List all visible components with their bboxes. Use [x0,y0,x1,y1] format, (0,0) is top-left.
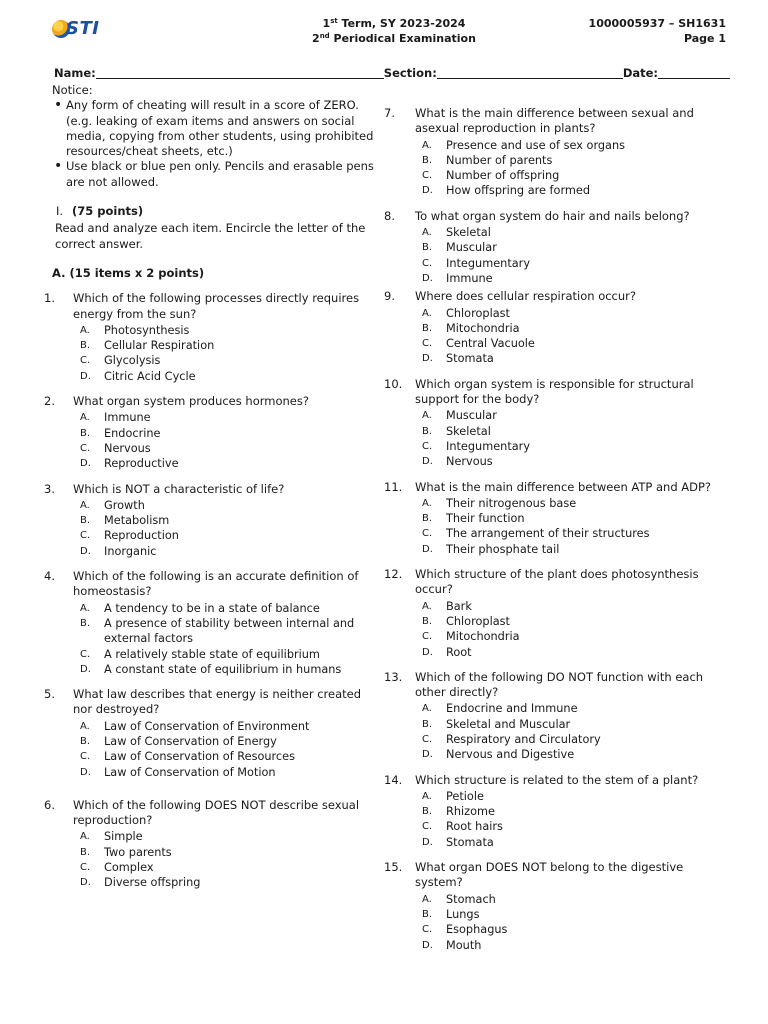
question-text: Which organ system is responsible for structural support for the body? [415,376,694,407]
option-letter: C. [422,631,433,643]
answer-option[interactable] [80,323,378,338]
option-text: Law of Conservation of Resources [104,750,295,764]
answer-option[interactable] [80,647,378,662]
option-text: Root hairs [446,820,503,834]
name-blank[interactable] [96,66,384,79]
option-text: Immune [446,271,493,285]
option-text: Nervous [446,455,493,469]
option-text: Esophagus [446,923,508,937]
option-text: Reproductive [104,457,179,471]
option-text: Chloroplast [446,614,510,628]
question-number: 1. [44,291,55,306]
option-text: Mouth [446,938,482,952]
answer-option[interactable] [422,804,729,819]
option-letter: C. [422,733,433,745]
answer-option[interactable] [422,629,729,644]
option-text: Their nitrogenous base [446,496,577,510]
option-text: Cellular Respiration [104,339,215,353]
question-item [44,687,378,780]
answer-option[interactable] [422,835,729,850]
exam-header [284,16,504,46]
answer-option[interactable] [80,860,378,875]
option-letter: A. [422,410,432,422]
option-letter: D. [422,185,433,197]
logo-text: STI [66,18,100,39]
answer-option[interactable] [80,616,378,647]
option-letter: A. [422,703,432,715]
answer-option[interactable] [422,336,729,351]
answer-option[interactable] [422,511,729,526]
option-letter: A. [422,497,432,509]
answer-option[interactable] [80,544,378,559]
answer-options [422,306,729,367]
answer-options [422,408,729,469]
question-number: 4. [44,569,55,584]
option-text: Inorganic [104,544,157,558]
question-text: What organ system produces hormones? [73,394,309,409]
answer-option[interactable] [80,749,378,764]
option-text: Skeletal and Muscular [446,717,571,731]
option-letter: B. [422,908,433,920]
question-item [44,482,378,559]
section-blank[interactable] [437,66,623,79]
option-letter: A. [422,227,432,239]
option-letter: D. [80,877,91,889]
option-letter: C. [422,821,433,833]
question-text: Which is NOT a characteristic of life? [73,481,285,496]
term-line: 1st Term, SY 2023-2024 [322,17,466,30]
section-label: Section: [383,66,437,80]
option-text: Growth [104,498,145,512]
answer-option[interactable] [80,353,378,368]
question-list-left [44,291,378,890]
option-text: Stomata [446,835,494,849]
option-text: Stomach [446,892,496,906]
option-text: Endocrine and Immune [446,702,578,716]
option-text: Central Vacuole [446,337,535,351]
answer-option[interactable] [422,717,729,732]
part-title: A. (15 items x 2 points) [52,265,205,280]
option-letter: A. [422,139,432,151]
question-number: 3. [44,481,55,496]
notice-title: Notice: [52,83,93,97]
question-number: 9. [384,289,395,304]
option-text: Mitochondria [446,321,520,335]
answer-option[interactable] [80,765,378,780]
answer-option[interactable] [80,875,378,890]
answer-option[interactable] [80,829,378,844]
option-text: Integumentary [446,439,530,453]
exam-code: 1000005937 – SH1631 [588,17,726,30]
answer-option[interactable] [422,454,729,469]
name-label: Name: [54,66,96,80]
answer-option[interactable] [422,306,729,321]
answer-option[interactable] [80,338,378,353]
answer-option[interactable] [422,614,729,629]
option-letter: B. [80,617,91,629]
answer-option[interactable] [80,410,378,425]
option-letter: C. [80,751,91,763]
date-label: Date: [622,66,659,80]
student-info-line [54,66,744,80]
answer-option[interactable] [422,526,729,541]
option-letter: B. [422,615,433,627]
option-text: Muscular [446,241,497,255]
option-text: Integumentary [446,256,530,270]
answer-option[interactable] [422,240,729,255]
option-text: Diverse offspring [104,876,201,890]
option-text: A tendency to be in a state of balance [104,601,320,615]
option-text: Complex [104,861,154,875]
option-letter: D. [80,663,91,675]
notice-item: • Use black or blue pen only. Pencils and erasable pens are not allowed. [52,159,378,190]
option-letter: D. [80,458,91,470]
question-text: Which of the following is an accurate definition of homeostasis? [73,569,359,599]
option-letter: B. [422,513,433,525]
question-item [44,569,378,677]
option-letter: C. [422,924,433,936]
option-letter: B. [422,425,433,437]
answer-option[interactable] [422,138,729,153]
option-letter: B. [422,242,433,254]
option-letter: A. [422,600,432,612]
option-text: Mitochondria [446,630,520,644]
option-letter: C. [422,170,433,182]
instructions: Read and analyze each item. Encircle the letter of the correct answer. [55,221,366,251]
answer-option[interactable] [80,441,378,456]
option-text: Chloroplast [446,306,510,320]
answer-option[interactable] [422,168,729,183]
question-number: 15. [384,860,403,875]
question-number: 10. [384,376,403,391]
answer-option[interactable] [422,153,729,168]
question-text: Which structure of the plant does photosynthesis occur? [415,567,699,597]
option-text: Two parents [104,845,172,859]
answer-option[interactable] [422,645,729,660]
option-letter: A. [422,790,432,802]
answer-option[interactable] [422,701,729,716]
option-letter: C. [80,648,91,660]
answer-option[interactable] [422,819,729,834]
option-text: Stomata [446,352,494,366]
option-letter: C. [80,862,91,874]
answer-option[interactable] [422,599,729,614]
answer-option[interactable] [422,496,729,511]
option-text: Nervous [104,441,151,455]
option-letter: C. [422,257,433,269]
answer-option[interactable] [422,408,729,423]
answer-options [422,138,729,199]
option-letter: D. [80,766,91,778]
answer-options [422,225,729,286]
date-blank[interactable] [658,66,730,79]
answer-options [80,829,378,890]
option-text: Photosynthesis [104,323,190,337]
option-text: Metabolism [104,514,170,528]
question-number: 12. [384,567,403,582]
option-letter: A. [80,602,90,614]
option-letter: A. [80,720,90,732]
option-text: Muscular [446,409,497,423]
question-text: To what organ system do hair and nails belong? [415,208,690,223]
answer-options [80,410,378,471]
option-letter: A. [80,831,90,843]
option-text: Skeletal [446,424,491,438]
option-letter: B. [422,154,433,166]
answer-option[interactable] [422,351,729,366]
answer-option[interactable] [80,528,378,543]
answer-options [80,719,378,780]
left-column [44,83,378,891]
option-letter: D. [422,749,433,761]
question-item [384,377,729,470]
option-text: Number of offspring [446,169,560,183]
answer-option[interactable] [80,719,378,734]
option-text: Citric Acid Cycle [104,369,196,383]
option-letter: B. [80,846,91,858]
question-item [384,773,729,850]
answer-option[interactable] [422,732,729,747]
option-text: Law of Conservation of Environment [104,719,310,733]
answer-option[interactable] [422,542,729,557]
answer-options [422,701,729,762]
option-letter: B. [80,735,91,747]
option-letter: A. [422,893,432,905]
question-number: 13. [384,669,403,684]
option-text: Number of parents [446,153,553,167]
answer-options [80,601,378,677]
option-text: Simple [104,830,143,844]
question-text: What is the main difference between ATP and ADP? [415,479,712,494]
question-item [44,291,378,384]
answer-option[interactable] [422,892,729,907]
option-letter: A. [80,499,90,511]
option-text: Reproduction [104,529,179,543]
option-text: Their function [446,512,525,526]
option-letter: D. [422,836,433,848]
right-column [384,106,729,953]
answer-options [422,496,729,557]
question-text: Where does cellular respiration occur? [415,289,636,304]
answer-options [80,323,378,384]
option-text: How offspring are formed [446,184,591,198]
question-item [44,394,378,471]
question-number: 7. [384,106,395,120]
option-letter: B. [80,515,91,527]
answer-option[interactable] [422,747,729,762]
answer-option[interactable] [422,922,729,937]
option-letter: B. [422,718,433,730]
option-text: The arrangement of their structures [446,527,650,541]
answer-option[interactable] [80,601,378,616]
option-letter: B. [80,427,91,439]
answer-option[interactable] [422,271,729,286]
question-item [384,289,729,366]
question-number: 2. [44,394,55,409]
option-text: Law of Conservation of Energy [104,734,277,748]
question-list-right [384,106,729,953]
option-letter: B. [80,340,91,352]
question-text: Which of the following processes directly requires energy from the sun? [73,291,360,321]
answer-option[interactable] [422,424,729,439]
answer-options [80,498,378,559]
option-letter: C. [422,338,433,350]
question-number: 5. [44,687,55,702]
option-text: Rhizome [446,805,495,819]
option-letter: D. [422,543,433,555]
option-letter: C. [422,440,433,452]
answer-option[interactable] [80,426,378,441]
question-item [384,567,729,660]
option-letter: D. [422,272,433,284]
answer-options [422,892,729,953]
question-number: 11. [384,479,403,494]
question-item [384,860,729,953]
answer-option[interactable] [422,439,729,454]
answer-option[interactable] [80,662,378,677]
option-letter: D. [422,646,433,658]
question-text: Which of the following DOES NOT describe sexual reproduction? [73,797,360,828]
option-text: Law of Conservation of Motion [104,765,276,779]
option-text: Lungs [446,907,480,921]
option-letter: C. [80,355,91,367]
answer-option[interactable] [422,907,729,922]
option-text: A relatively stable state of equilibrium [104,647,320,661]
option-text: Respiratory and Circulatory [446,732,601,746]
option-text: A constant state of equilibrium in humans [104,662,342,676]
question-item [384,209,729,286]
option-text: Bark [446,599,472,613]
answer-option[interactable] [80,734,378,749]
answer-option[interactable] [422,225,729,240]
option-letter: D. [422,939,433,951]
option-text: Skeletal [446,226,491,240]
question-item [44,798,378,891]
option-text: Endocrine [104,426,161,440]
option-letter: C. [80,442,91,454]
option-letter: A. [80,324,90,336]
option-text: Their phosphate tail [446,542,560,556]
section-heading: I. (75 points) [56,204,144,219]
option-letter: D. [422,353,433,365]
question-item [384,480,729,557]
answer-options [422,789,729,850]
question-text: What law describes that energy is neither created nor destroyed? [73,687,362,717]
option-text: Nervous and Digestive [446,748,575,762]
option-letter: B. [422,322,433,334]
header-right [589,16,726,46]
option-letter: C. [80,530,91,542]
option-letter: D. [80,370,91,382]
exam-title: 2nd Periodical Examination [312,32,476,45]
notice-item: • Any form of cheating will result in a score of ZERO. (e.g. leaking of exam items and answers on social media, copying from other students, using prohibited resources/cheat sheets, etc.) [52,98,378,159]
option-text: Petiole [446,789,484,803]
answer-option[interactable] [422,183,729,198]
question-text: Which structure is related to the stem of a plant? [415,772,699,787]
option-text: Presence and use of sex organs [446,138,626,152]
option-letter: D. [422,456,433,468]
page-number: Page 1 [683,32,726,45]
option-letter: A. [80,412,90,424]
answer-option[interactable] [80,369,378,384]
question-number: 14. [384,772,403,787]
question-text: Which of the following DO NOT function with each other directly? [415,669,704,700]
question-text: What organ DOES NOT belong to the digestive system? [415,860,684,890]
answer-option[interactable] [422,789,729,804]
answer-option[interactable] [80,513,378,528]
question-text: What is the main difference between sexual and asexual reproduction in plants? [415,106,694,136]
answer-option[interactable] [422,256,729,271]
option-text: Root [446,645,472,659]
answer-option[interactable] [80,456,378,471]
option-letter: D. [80,545,91,557]
question-item [384,106,729,199]
option-letter: A. [422,307,432,319]
option-text: Immune [104,411,151,425]
option-letter: B. [422,806,433,818]
question-number: 8. [384,208,395,223]
option-text: Glycolysis [104,354,161,368]
sti-logo [52,19,102,41]
question-number: 6. [44,797,55,812]
question-item [384,670,729,763]
answer-option[interactable] [80,498,378,513]
option-letter: C. [422,528,433,540]
answer-option[interactable] [80,845,378,860]
answer-option[interactable] [422,321,729,336]
option-text: A presence of stability between internal and external factors [104,616,355,646]
answer-options [422,599,729,660]
answer-option[interactable] [422,938,729,953]
